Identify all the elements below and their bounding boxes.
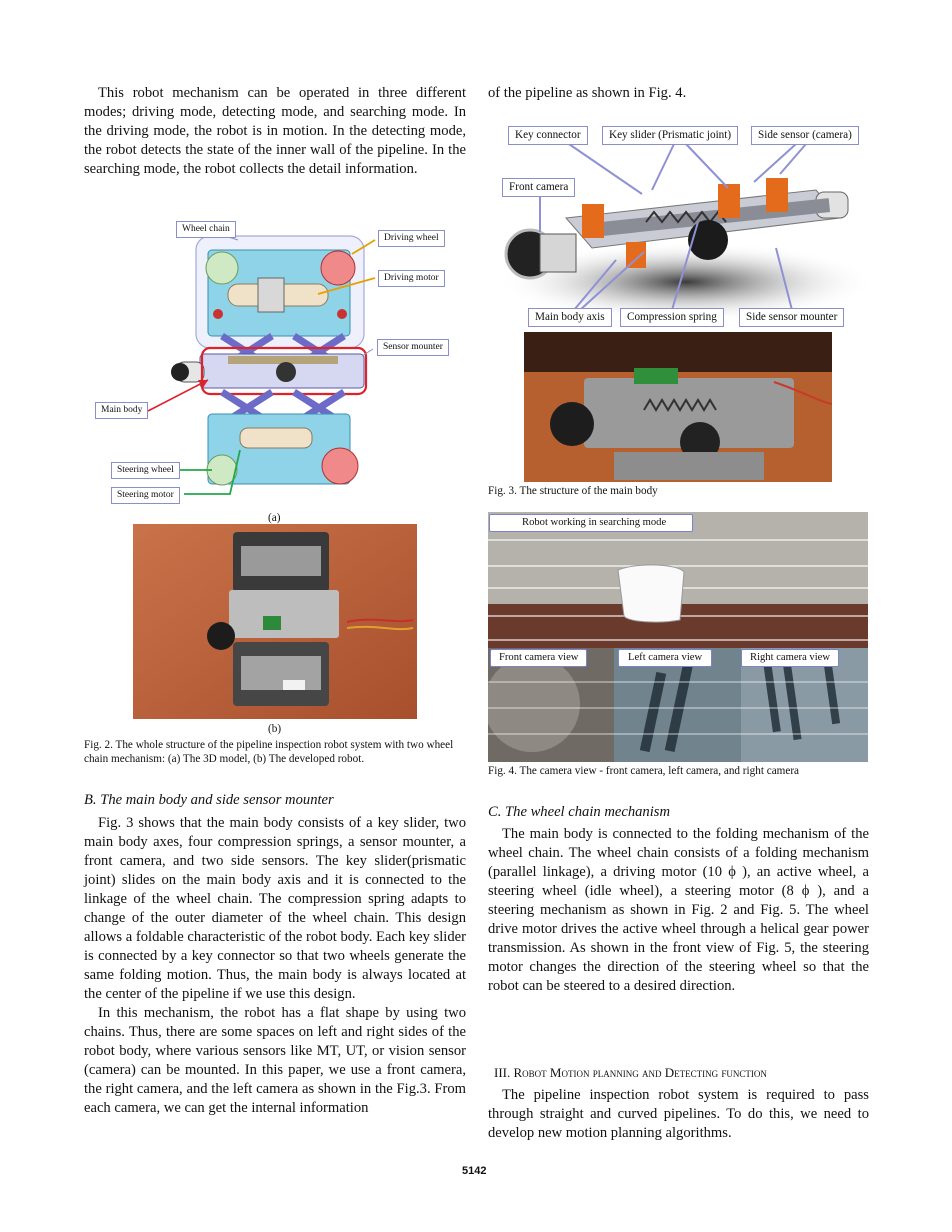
fig3-key-connector-block [582,204,604,238]
fig3-main-body-model [496,122,872,332]
lower-motor [240,428,312,448]
label-driving-motor: Driving motor [378,270,445,287]
section-b-heading: B. The main body and side sensor mounter [84,792,334,808]
right-column [488,84,870,103]
fig4-right-camera-view-label: Right camera view [741,649,839,667]
label-side-sensor: Side sensor (camera) [751,126,859,145]
fig4-banner: Robot working in searching mode [489,514,693,532]
fig2-sub-b: (b) [268,723,282,735]
section-c-body [488,825,869,996]
fig4-pipe-scene [618,565,684,622]
section-b-para2: In this mechanism, the robot has a flat shape by using two chains. Thus, there are some spaces on left and right sides of the robot body, where various sensors like MT, UT, or vision sensor (camera) can be mounted. In this paper, we use a front camera, the right camera, and the left camera as shown in the Fig.3. From each camera, we can get the internal information [84,1005,466,1116]
section-c-para1: The main body is connected to the folding mechanism of the wheel chain. The wheel chain consists of a folding mechanism (parallel linkage), a driving motor (10 ϕ ), an active wheel, a steering wheel (idle wheel), a steering motor (8 ϕ ), and a steering mechanism as shown in Fig. 2 and Fig. 5. The wheel drive motor drives the active wheel through a helical gear power transmission. As shown in the front view of Fig. 5, the steering motor changes the direction of the steering wheel so that the robot can be steered to a desired direction. [488,826,869,994]
label-key-connector: Key connector [508,126,588,145]
fig4-left-camera-view-label: Left camera view [618,649,712,667]
label-compression-spring: Compression spring [620,308,724,327]
upper-driving-wheel [321,251,355,285]
fig3-caption: Fig. 3. The structure of the main body [488,485,658,497]
label-side-sensor-mounter: Side sensor mounter [739,308,844,327]
fig2-caption: Fig. 2. The whole structure of the pipeline inspection robot system with two wheel chain mechanism: (a) The 3D model, (b) The developed robot. [84,739,454,765]
upper-motor-clamp [258,278,284,312]
label-key-slider: Key slider (Prismatic joint) [602,126,738,145]
main-body-model-drawing [496,122,872,332]
fig2b-robot-photo [133,524,417,719]
label-steering-wheel: Steering wheel [111,462,180,479]
main-body-photo-drawing [524,332,832,482]
page-number: 5142 [462,1165,487,1177]
label-wheel-chain: Wheel chain [176,221,236,238]
section-b-para1: Fig. 3 shows that the main body consists of a key slider, two main body axes, four compression springs, a sensor mounter, a front camera, and two side sensors. The key slider(prismatic joint) slides on the main body axis and it is connected to the linkage of the wheel chain. The compression spring adapts to change of the outer diameter of the wheel chain. This design allows a foldable characteristic of the robot body. Each key slider is connected by a key connector so that two wheels generate the same folding motion. Thus, the main body is always located at the center of the pipeline if we use this design. [84,815,466,1002]
left-column [84,84,466,179]
section-c-heading: C. The wheel chain mechanism [488,804,670,820]
fig3-side-camera [688,220,728,260]
section-iii-heading: III. Robot Motion planning and Detecting function [494,1065,767,1080]
fig4-caption: Fig. 4. The camera view - front camera, left camera, and right camera [488,765,800,777]
continuation-text: of the pipeline as shown in Fig. 4. [488,85,687,101]
label-main-body: Main body [95,402,148,419]
fig3-photo [524,332,832,482]
fig4-camera-views [488,512,868,762]
robot-photo-drawing [133,524,417,719]
label-sensor-mounter: Sensor mounter [377,339,449,356]
label-front-camera: Front camera [502,178,575,197]
side-camera-model [276,362,296,382]
section-iii-para1: The pipeline inspection robot system is required to pass through straight and curved pipelines. To do this, we need to develop new motion planning algorithms. [488,1087,869,1141]
fig2-sub-a: (a) [268,512,281,524]
camera-views-drawing [488,512,868,762]
front-camera-lens [171,363,189,381]
section-iii-body [488,1086,869,1143]
section-b-body [84,814,466,1118]
intro-paragraph: This robot mechanism can be operated in three different modes; driving mode, detecting mode, and searching mode. In the driving mode, the robot is in motion. In the detecting mode, the robot detects the state of the inner wall of the pipeline. In the searching mode, the robot collects the detail information. [84,85,466,177]
fig2a-3d-model [90,218,470,508]
lower-driving-wheel [322,448,358,484]
label-steering-motor: Steering motor [111,487,180,504]
label-driving-wheel: Driving wheel [378,230,445,247]
label-main-body-axis: Main body axis [528,308,612,327]
fig4-front-camera-view-label: Front camera view [490,649,587,667]
upper-steering-wheel [206,252,238,284]
